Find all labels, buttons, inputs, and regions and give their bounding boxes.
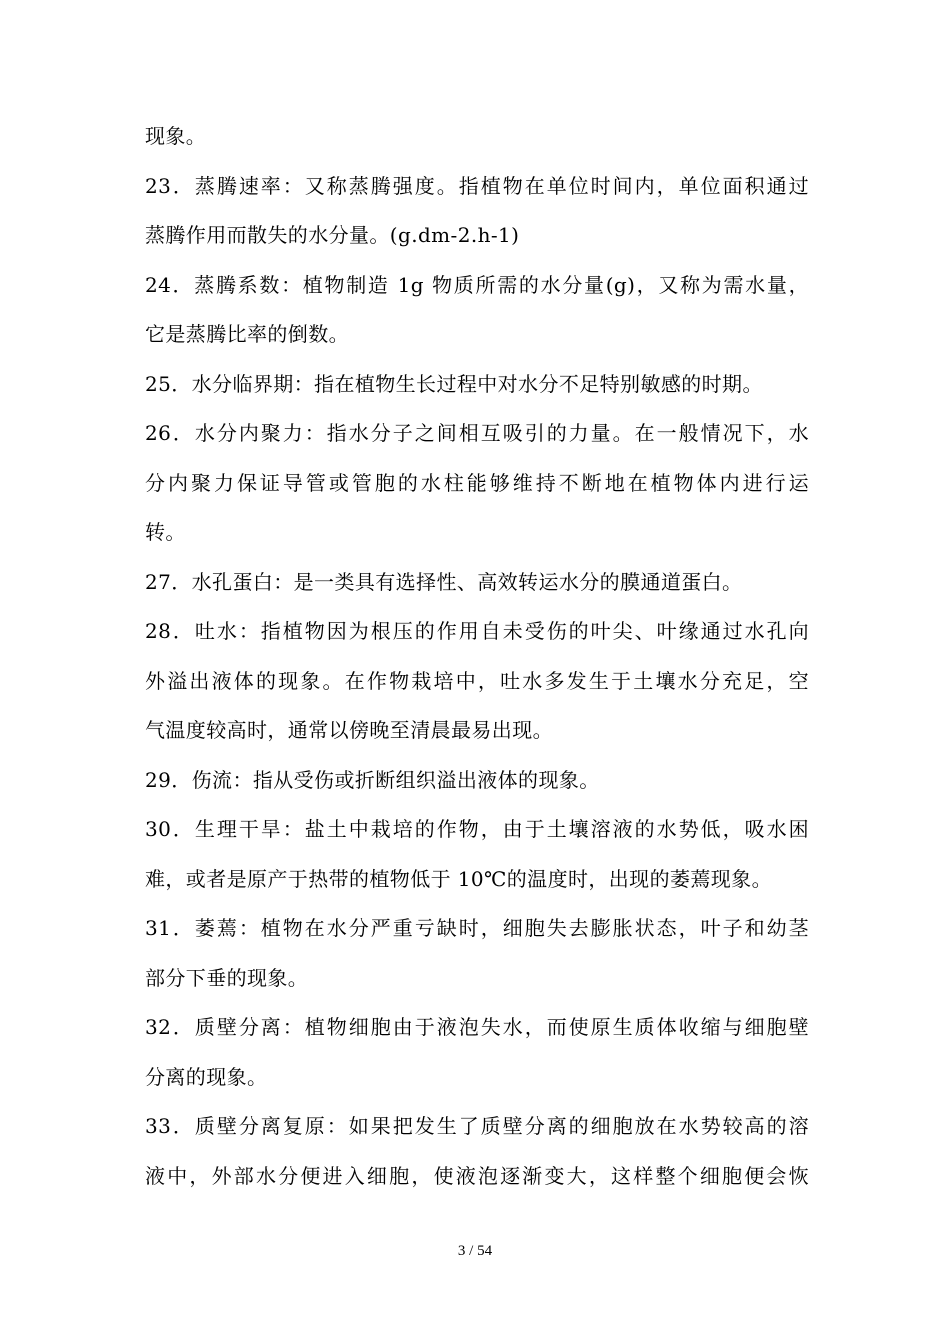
text-line: 现象。 bbox=[145, 124, 207, 148]
text-line: 气温度较高时，通常以傍晚至清晨最易出现。 bbox=[145, 718, 553, 742]
text-line: 30．生理干旱：盐土中栽培的作物，由于土壤溶液的水势低，吸水困 bbox=[145, 817, 809, 841]
text-line: 部分下垂的现象。 bbox=[145, 965, 309, 990]
definition-33 bbox=[145, 1102, 809, 1201]
definition-31 bbox=[145, 904, 809, 1003]
text-line: 25．水分临界期：指在植物生长过程中对水分不足特别敏感的时期。 bbox=[145, 371, 763, 396]
text-line: 分离的现象。 bbox=[145, 1064, 268, 1089]
text-line: 26．水分内聚力：指水分子之间相互吸引的力量。在一般情况下，水 bbox=[145, 421, 809, 445]
document-body bbox=[145, 112, 809, 1201]
text-line: 31．萎蔫：植物在水分严重亏缺时，细胞失去膨胀状态，叶子和幼茎 bbox=[145, 916, 809, 940]
paragraph-continuation bbox=[145, 112, 809, 162]
text-line: 23．蒸腾速率：又称蒸腾强度。指植物在单位时间内，单位面积通过 bbox=[145, 173, 809, 198]
page-number: 3 / 54 bbox=[457, 1243, 493, 1259]
text-line: 转。 bbox=[145, 520, 186, 544]
text-line: 外溢出液体的现象。在作物栽培中，吐水多发生于土壤水分充足，空 bbox=[145, 668, 809, 693]
text-line: 33．质壁分离复原：如果把发生了质壁分离的细胞放在水势较高的溶 bbox=[145, 1114, 809, 1138]
text-line: 蒸腾作用而散失的水分量。(g.dm-2.h-1) bbox=[145, 223, 520, 247]
definition-27 bbox=[145, 558, 809, 608]
definition-24 bbox=[145, 261, 809, 360]
text-line: 它是蒸腾比率的倒数。 bbox=[145, 322, 349, 346]
definition-26 bbox=[145, 409, 809, 558]
definition-30 bbox=[145, 805, 809, 904]
text-line: 难，或者是原产于热带的植物低于 10℃的温度时，出现的萎蔫现象。 bbox=[145, 866, 772, 891]
text-line: 32．质壁分离：植物细胞由于液泡失水，而使原生质体收缩与细胞壁 bbox=[145, 1015, 809, 1039]
text-line: 液中，外部水分便进入细胞，使液泡逐渐变大，这样整个细胞便会恢 bbox=[145, 1163, 809, 1188]
definition-23 bbox=[145, 162, 809, 261]
definition-29 bbox=[145, 756, 809, 806]
text-line: 28．吐水：指植物因为根压的作用自未受伤的叶尖、叶缘通过水孔向 bbox=[145, 619, 809, 643]
text-line: 29．伤流：指从受伤或折断组织溢出液体的现象。 bbox=[145, 767, 600, 792]
definition-25 bbox=[145, 360, 809, 410]
definition-32 bbox=[145, 1003, 809, 1102]
text-line: 27．水孔蛋白：是一类具有选择性、高效转运水分的膜通道蛋白。 bbox=[145, 569, 743, 594]
text-line: 分内聚力保证导管或管胞的水柱能够维持不断地在植物体内进行运 bbox=[145, 470, 809, 495]
definition-28 bbox=[145, 607, 809, 756]
text-line: 24．蒸腾系数：植物制造 1g 物质所需的水分量(g)，又称为需水量， bbox=[145, 272, 809, 297]
